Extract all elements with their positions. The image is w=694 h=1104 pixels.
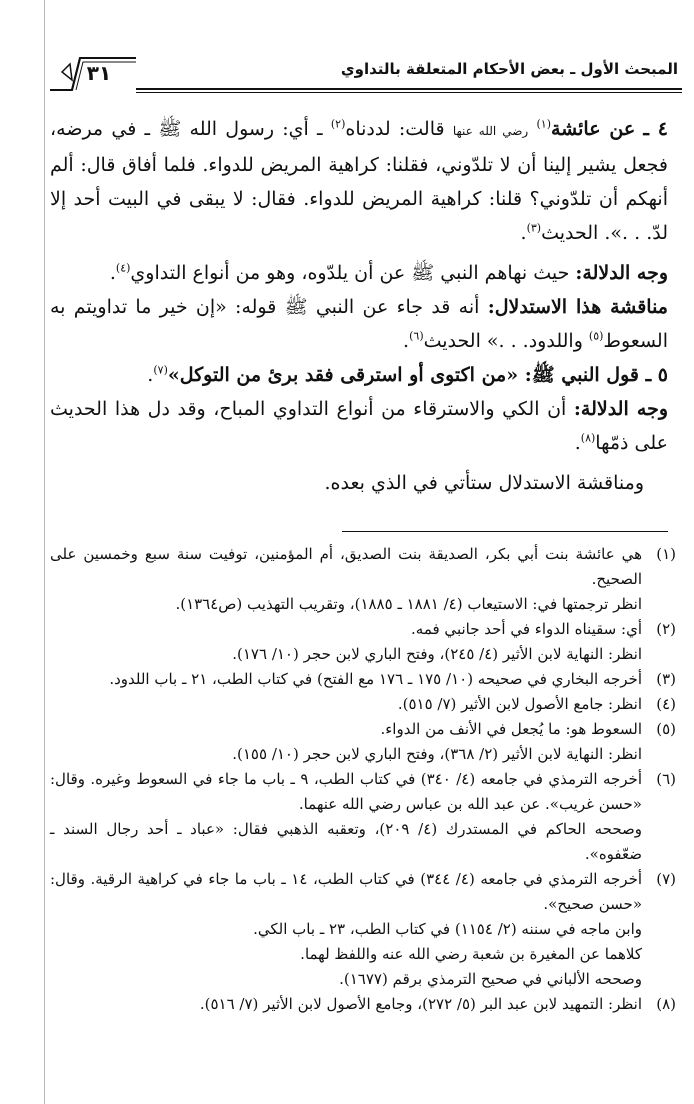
footnote-number: (٥)	[656, 720, 676, 738]
footnote-5	[50, 717, 676, 767]
footnote-ref[interactable]: (٨)	[580, 431, 596, 445]
footnote-line: كلاهما عن المغيرة بن شعبة رضي الله عنه واللفظ لهما.	[300, 945, 642, 963]
footnotes	[50, 542, 676, 1017]
footnote-number: (٢)	[656, 620, 676, 638]
footnote-line: السعوط هو: ما يُجعل في الأنف من الدواء.	[380, 720, 642, 738]
footnote-separator	[342, 531, 668, 532]
footnote-number: (٧)	[656, 870, 676, 888]
footnote-4	[50, 692, 676, 717]
footnote-ref[interactable]: (١)	[536, 117, 551, 131]
footnote-3	[50, 667, 676, 692]
footnote-ref[interactable]: (٦)	[409, 329, 424, 343]
footnote-line: انظر: التمهيد لابن عبد البر (٥/ ٢٧٢)، وجامع الأصول لابن الأثير (٧/ ٥١٦).	[199, 995, 642, 1013]
paragraph-evidence-2	[50, 392, 668, 460]
hadith-text: ـ أي: رسول الله ﷺ ـ في مرضه، فجعل يشير إلينا أن لا تلدّوني، فقلنا: كراهية المريض للدواء. فلما أفاق قال: ألم أنهكم أن تلدّوني؟ قلنا: كراهية المريض للدواء. فقال: لا يبقى في البيت أحد إلا لدّ. . .». الحديث	[50, 118, 668, 244]
paragraph-evidence-1	[50, 256, 668, 290]
paragraph-text: واللدود. . .» الحديث	[423, 330, 589, 352]
footnote-ref[interactable]: (٤)	[115, 261, 131, 275]
footnote-line: انظر: جامع الأصول لابن الأثير (٧/ ٥١٥).	[397, 695, 642, 713]
footnote-ref[interactable]: (٣)	[526, 221, 542, 235]
footnote-line: وصححه الألباني في صحيح الترمذي برقم (١٦٧٧).	[339, 970, 642, 988]
footnote-ref[interactable]: (٧)	[153, 363, 168, 377]
hadith-text: قالت: لددناه	[345, 118, 453, 140]
footnote-line: وصححه الحاكم في المستدرك (٤/ ٢٠٩)، وتعقبه الذهبي فقال: «عباد ـ أحد رجال السند ـ ضعّفوه».	[50, 820, 643, 863]
main-text	[50, 112, 668, 500]
footnote-8	[50, 992, 676, 1017]
punctuation: .	[574, 432, 581, 454]
paragraph-discussion	[50, 290, 668, 358]
header-rule-thin	[136, 92, 682, 93]
paragraph-text: حيث نهاهم النبي ﷺ عن أن يلدّوه، وهو من أنواع التداوي	[130, 262, 576, 284]
footnote-line: هي عائشة بنت أبي بكر، الصديقة بنت الصديق، أم المؤمنين، توفيت سنة سبع وخمسين على الصحيح.	[50, 545, 642, 588]
section-label: مناقشة هذا الاستدلال:	[487, 296, 668, 318]
punctuation: .	[147, 364, 154, 386]
section-label: وجه الدلالة:	[575, 262, 668, 284]
punctuation: .	[520, 222, 527, 244]
footnote-line: أخرجه الترمذي في جامعه (٤/ ٣٤٠) في كتاب الطب، ٩ ـ باب ما جاء في السعوط وغيره. وقال: «حسن غريب». عن عبد الله بن عباس رضي الله عنهما.	[50, 770, 642, 813]
footnote-6	[50, 767, 676, 867]
hadith-text-bold: ٥ ـ قول النبي ﷺ: «من اكتوى أو استرقى فقد برئ من التوكل»	[167, 364, 668, 386]
footnote-1	[50, 542, 676, 617]
footnote-line: أخرجه الترمذي في جامعه (٤/ ٣٤٤) في كتاب الطب، ١٤ ـ باب ما جاء في كراهية الرقية. وقال: «حسن صحيح».	[50, 870, 643, 913]
footnote-line: أخرجه البخاري في صحيحه (١٠/ ١٧٥ ـ ١٧٦ مع الفتح) في كتاب الطب، ٢١ ـ باب اللدود.	[109, 670, 642, 688]
footnote-number: (٣)	[656, 670, 676, 688]
running-header-title: المبحث الأول ـ بعض الأحكام المتعلقة بالتداوي	[340, 60, 678, 78]
paragraph-text: أنه قد جاء عن النبي ﷺ قوله: «إن خير ما تداويتم به السعوط	[50, 296, 668, 352]
page-header	[50, 50, 682, 98]
punctuation: .	[109, 262, 116, 284]
footnote-7	[50, 867, 676, 992]
footnote-line: أي: سقيناه الدواء في أحد جانبي فمه.	[411, 620, 642, 638]
page-number: ٣١	[86, 61, 112, 85]
paragraph-text: أن الكي والاسترقاء من أنواع التداوي المباح، وقد دل هذا الحديث على ذمّها	[50, 398, 668, 454]
punctuation: .	[403, 330, 410, 352]
footnote-2	[50, 617, 676, 667]
footnote-number: (٨)	[656, 995, 676, 1013]
footnote-ref[interactable]: (٢)	[330, 117, 346, 131]
paragraph-closing	[50, 466, 668, 500]
footnote-number: (١)	[656, 545, 676, 563]
footnote-number: (٤)	[656, 695, 676, 713]
paragraph-hadith-5	[50, 358, 668, 392]
footnote-ref[interactable]: (٥)	[588, 329, 604, 343]
footnote-line: انظر ترجمتها في: الاستيعاب (٤/ ١٨٨١ ـ ١٨٨٥)، وتقريب التهذيب (ص١٣٦٤).	[175, 595, 642, 613]
footnote-line: انظر: النهاية لابن الأثير (٢/ ٣٦٨)، وفتح الباري لابن حجر (١٠/ ١٥٥).	[232, 745, 642, 763]
footnote-line: وابن ماجه في سننه (٢/ ١١٥٤) في كتاب الطب، ٢٣ ـ باب الكي.	[253, 920, 642, 938]
section-label: وجه الدلالة:	[573, 398, 668, 420]
page-number-frame	[50, 50, 140, 96]
footnote-number: (٦)	[656, 770, 676, 788]
hadith-number: ٤ ـ	[643, 118, 669, 140]
hadith-narrator: عن عائشة	[550, 118, 636, 140]
paragraph-text: ومناقشة الاستدلال ستأتي في الذي بعده.	[324, 472, 644, 494]
paragraph-hadith-aisha	[50, 112, 668, 250]
footnote-line: انظر: النهاية لابن الأثير (٤/ ٢٤٥)، وفتح الباري لابن حجر (١٠/ ١٧٦).	[232, 645, 642, 663]
scan-edge-line	[44, 0, 45, 1104]
header-rule	[136, 88, 682, 90]
honorific: رضي الله عنها	[452, 124, 529, 138]
